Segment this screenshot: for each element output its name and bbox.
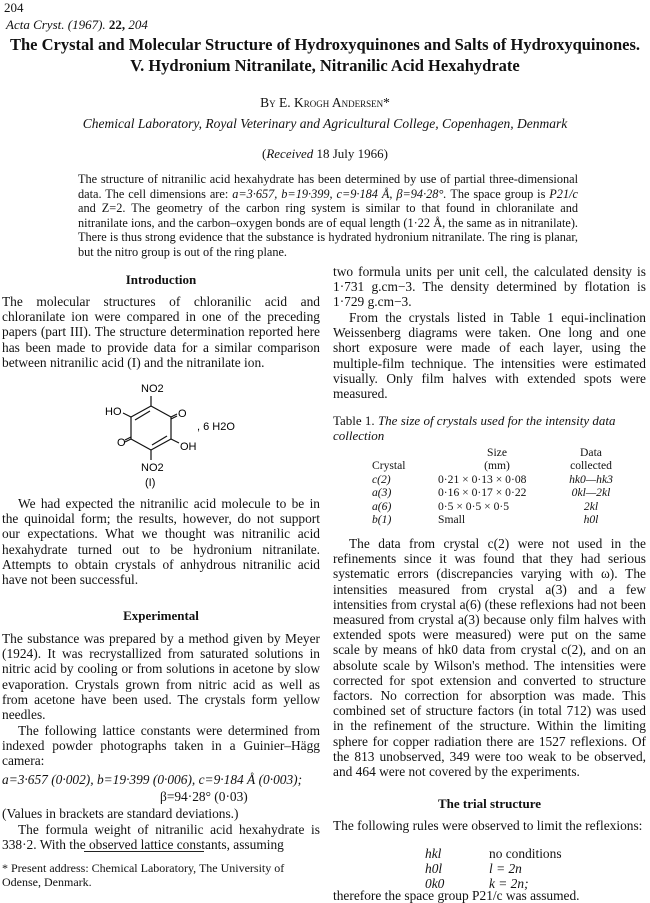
table-cell: a(6): [372, 499, 392, 513]
table-row: [425, 846, 562, 861]
page-number: 204: [4, 0, 24, 15]
right-para-3: The data from crystal c(2) were not used in the refinements since it was found that they had serious systematic errors (discrepancies varying with ω). The intensities measured from crystal a(3) and a few intensities from crystal a(6) (these reflexions had not been measured from crystal a(3) because only film halves with extended spots were measured) were put on the same scale by means of hk0 data from crystal c(2), and on an absolute scale by Wilson's method. The intensities were corrected for spot extension and converted to structure factors. No correction for absorption was made. This combined set of structure factors (in total 712) was used in the refinement of the structure. Within the limiting sphere for copper radiation there are 1527 reflexions. Of the 813 unobserved, 349 were too weak to be observed, and 464 were not covered by the experiments.: [333, 536, 646, 780]
table1-header-size-unit: (mm): [484, 459, 510, 473]
introduction-para-1: The molecular structures of chloranilic acid and chloranilate ion were compared in one of the preceding papers (part III). The structure determination reported here has been made to provide data for a similar comparison between nitranilic acid (I) and the nitranilate ion.: [2, 294, 320, 370]
rule-refl: 0k0: [425, 876, 445, 891]
trial-structure-heading: The trial structure: [437, 796, 542, 811]
ring-bonds: [123, 396, 179, 460]
table1-header-crystal: Crystal: [372, 459, 406, 473]
journal-year: (1967).: [67, 17, 106, 32]
o-left-label: O: [117, 437, 126, 449]
table1-caption: [333, 413, 646, 443]
abstract-text-2: The space group is: [446, 186, 550, 201]
table-cell: 0·21 × 0·13 × 0·08: [438, 472, 527, 486]
table-cell: b(1): [372, 513, 392, 527]
bond: [151, 406, 171, 417]
table-row: [372, 500, 626, 513]
table1-header-row: [372, 459, 626, 472]
trial-structure-intro: The following rules were observed to limit the reflexions:: [333, 818, 643, 833]
abstract-text-1: The structure of nitranilic acid hexahydrate has been determined by use of partial three-dimensional data. The cell dimensions are:: [78, 172, 578, 201]
received-date-text: 18 July 1966): [316, 146, 388, 161]
journal-name: Acta Cryst.: [6, 17, 65, 32]
abstract-text-3: and Z=2. The geometry of the carbon ring system is similar to that found in chloranilate and nitranilate ions, and the carbon–oxygen bonds are of equal length (1·22 Å, the same as in nitranilate). There is thus strong evidence that the substance is hydrated hydronium nitranilate. The ring is planar, but the nitro group is out of the ring plane.: [78, 201, 578, 259]
journal-citation: [6, 17, 148, 33]
table1-caption-text: The size of crystals used for the intensity data collection: [333, 413, 616, 443]
table-row: [372, 473, 626, 486]
table-cell: h0l: [583, 513, 599, 527]
table1-header-data: Data: [580, 446, 602, 459]
double-bond: [152, 436, 167, 445]
author-by: By: [260, 95, 276, 110]
water-label: , 6 H2O: [197, 421, 235, 433]
bond: [123, 413, 131, 417]
experimental-para-2: The following lattice constants were determined from indexed powder photographs taken in a Guinier–Hägg camera:: [2, 723, 320, 769]
right-para-1: two formula units per unit cell, the calculated density is 1·731 g.cm−3. The density determined by flotation is 1·729 g.cm−3.: [333, 264, 646, 310]
reflexion-rules: [425, 846, 562, 891]
table-row: [425, 861, 562, 876]
abstract: [78, 172, 578, 260]
journal-pages: 204: [128, 17, 148, 32]
bond: [171, 439, 179, 443]
rule-cond: k = 2n;: [489, 876, 529, 891]
lattice-line-1: a=3·657 (0·002), b=19·399 (0·006), c=9·184 Å (0·003);: [2, 772, 303, 787]
footnote-rule: [84, 851, 204, 852]
experimental-heading: Experimental: [123, 608, 199, 623]
introduction-heading: Introduction: [125, 272, 197, 287]
right-para-2: From the crystals listed in Table 1 equi-inclination Weissenberg diagrams were taken. One long and one short exposure were made of each layer, using the multiple-film technique. The intensities were estimated visually. Only film halves with extended spots were measured.: [333, 310, 646, 402]
table-cell: 0kl—2kl: [571, 486, 611, 500]
author-name: E. Krogh Andersen*: [279, 95, 390, 110]
table-cell: Small: [438, 513, 466, 527]
received-date: [0, 146, 650, 162]
table1-caption-prefix: Table 1.: [333, 413, 375, 428]
bond: [131, 439, 151, 450]
no2-top-label: NO2: [141, 383, 164, 395]
lattice-line-2: β=94·28° (0·03): [160, 789, 248, 804]
table-cell: c(2): [372, 472, 391, 486]
journal-volume: 22,: [108, 17, 126, 32]
table-cell: a(3): [372, 486, 392, 500]
double-bond: [135, 411, 150, 420]
table1-header-row: [372, 446, 626, 459]
table-cell: 0·5 × 0·5 × 0·5: [438, 499, 510, 513]
rule-cond: l = 2n: [489, 861, 522, 876]
bond: [131, 406, 151, 417]
compound-label: (I): [145, 477, 156, 489]
received-paren: (: [262, 146, 267, 161]
no2-bottom-label: NO2: [141, 462, 164, 474]
table1-header-data-2: collected: [570, 459, 612, 473]
trial-structure-conclusion: therefore the space group P21/c was assumed.: [333, 888, 580, 903]
affiliation: Chemical Laboratory, Royal Veterinary and Agricultural College, Copenhagen, Denmark: [82, 116, 568, 131]
abstract-space-group: P21/c: [549, 186, 578, 201]
experimental-para-4: The formula weight of nitranilic acid hexahydrate is 338·2. With the observed lattice constants, assuming: [2, 822, 320, 853]
rule-cond: no conditions: [489, 846, 562, 861]
table1: [372, 446, 626, 526]
ho-label: HO: [105, 406, 122, 418]
table-cell: hk0—hk3: [569, 472, 613, 486]
footnote: * Present address: Chemical Laboratory, The University of Odense, Denmark.: [2, 861, 285, 889]
table-row: [372, 513, 626, 526]
experimental-para-1: The substance was prepared by a method given by Meyer (1924). It was recrystallized from saturated solutions in nitric acid by cooling or from solutions in acetone by slow evaporation. Crystals grown from nitric acid as well as from acetone have been used. The crystals form yellow needles.: [2, 631, 320, 723]
structure-diagram: [105, 380, 255, 490]
introduction-para-2: We had expected the nitranilic acid molecule to be in the quinoidal form; the results, however, do not support our expectations. What we thought was nitranilic acid hexahydrate turned out to be hydronium nitranilate. Attempts to obtain crystals of anhydrous nitranilic acid have not been successful.: [2, 496, 320, 588]
rule-refl: hkl: [425, 846, 442, 861]
o-right-label: O: [178, 408, 187, 420]
author-line: [0, 95, 650, 111]
oh-label: OH: [180, 441, 197, 453]
table-row: [372, 486, 626, 499]
title-line-1: The Crystal and Molecular Structure of Hydroxyquinones and Salts of Hydroxyquinones.: [10, 35, 640, 54]
rule-refl: h0l: [425, 861, 443, 876]
bond: [151, 439, 171, 450]
abstract-cell: a=3·657, b=19·399, c=9·184 Å, β=94·28°.: [232, 186, 447, 201]
table-cell: 0·16 × 0·17 × 0·22: [438, 486, 527, 500]
received-word: Received: [266, 146, 314, 161]
title-line-2: V. Hydronium Nitranilate, Nitranilic Acid Hexahydrate: [130, 56, 520, 75]
experimental-para-3: (Values in brackets are standard deviations.): [2, 806, 239, 821]
table1-header-size: Size: [487, 446, 507, 459]
table-cell: 2kl: [583, 499, 599, 513]
